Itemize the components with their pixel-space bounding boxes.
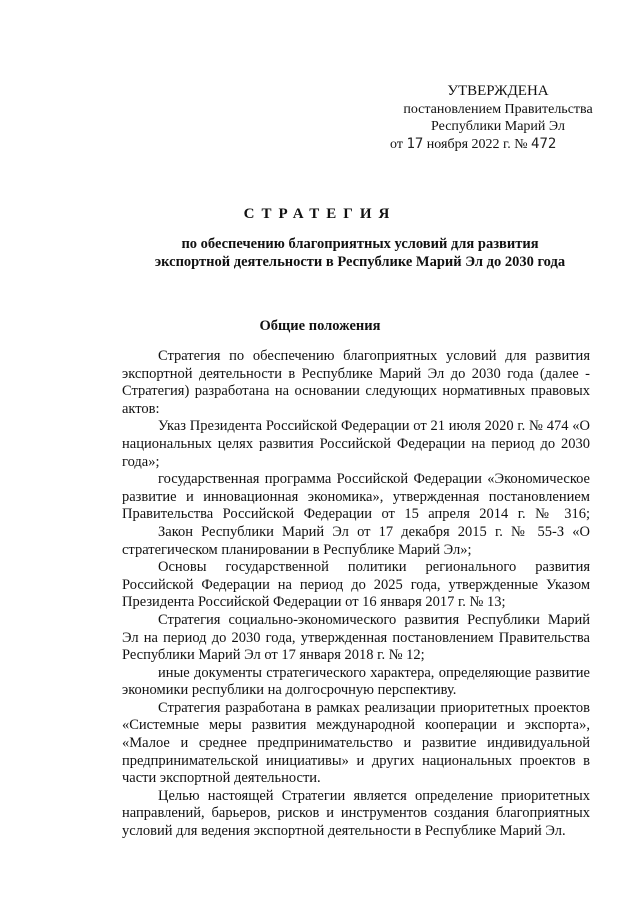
approval-date-line xyxy=(378,136,618,154)
approval-number: 472 xyxy=(531,135,557,152)
paragraph-intro: Стратегия по обеспечению благоприятных условий для развития экспортной деятельности в Республике Марий Эл до 2030 года (далее - Стратегия) разработана на основании следующих нормативных правовых актов: xyxy=(122,348,590,417)
paragraph-other-documents: иные документы стратегического характера, определяющие развитие экономики республики на долгосрочную перспективу. xyxy=(122,664,590,699)
paragraph-socio-economic-strategy: Стратегия социально-экономического развития Республики Марий Эл на период до 2030 года, утвержденная постановлением Правительства Республики Марий Эл от 17 января 2018 г. № 12; xyxy=(122,611,590,664)
document-subtitle-line-1: по обеспечению благоприятных условий для развития xyxy=(181,236,539,252)
paragraph-state-program: государственная программа Российской Федерации «Экономическое развитие и инновационная экономика», утвержденная постановлением Правительства Российской Федерации от 15 апреля 2014 г. № 316; xyxy=(122,471,590,523)
document-subtitle-line-2: экспортной деятельности в Республике Марий Эл до 2030 года xyxy=(154,254,566,270)
approval-line-1: постановлением Правительства xyxy=(403,101,593,117)
document-subtitle xyxy=(100,235,620,271)
approval-month-year: ноября 2022 г. № xyxy=(426,136,528,152)
approval-day: 17 xyxy=(406,135,424,152)
approval-title: УТВЕРЖДЕНА xyxy=(447,83,549,99)
document-title: СТРАТЕГИЯ xyxy=(243,206,397,222)
approval-date-prefix: от xyxy=(390,136,403,152)
paragraph-priority-projects: Стратегия разработана в рамках реализации приоритетных проектов «Системные меры развития международной кооперации и экспорта», «Малое и среднее предпринимательство и развитие индивидуальной предпринимательской инициативы» и других национальных проектов в части экспортной деятельности. xyxy=(122,699,590,787)
paragraph-law-55: Закон Республики Марий Эл от 17 декабря 2015 г. № 55-З «О стратегическом планировании в Республике Марий Эл»; xyxy=(122,523,590,558)
approval-stamp xyxy=(378,83,618,153)
paragraph-goal: Целью настоящей Стратегии является определение приоритетных направлений, барьеров, рисков и инструментов создания благоприятных условий для ведения экспортной деятельности в Республике Марий Эл. xyxy=(122,787,590,840)
document-body xyxy=(122,348,590,841)
section-heading: Общие положения xyxy=(259,318,381,334)
approval-line-2: Республики Марий Эл xyxy=(431,119,565,134)
paragraph-regional-policy: Основы государственной политики регионального развития Российской Федерации на период до 2025 года, утвержденные Указом Президента Российской Федерации от 16 января 2017 г. № 13; xyxy=(122,559,590,611)
paragraph-decree-474: Указ Президента Российской Федерации от 21 июля 2020 г. № 474 «О национальных целях развития Российской Федерации на период до 2030 года»; xyxy=(122,418,590,470)
